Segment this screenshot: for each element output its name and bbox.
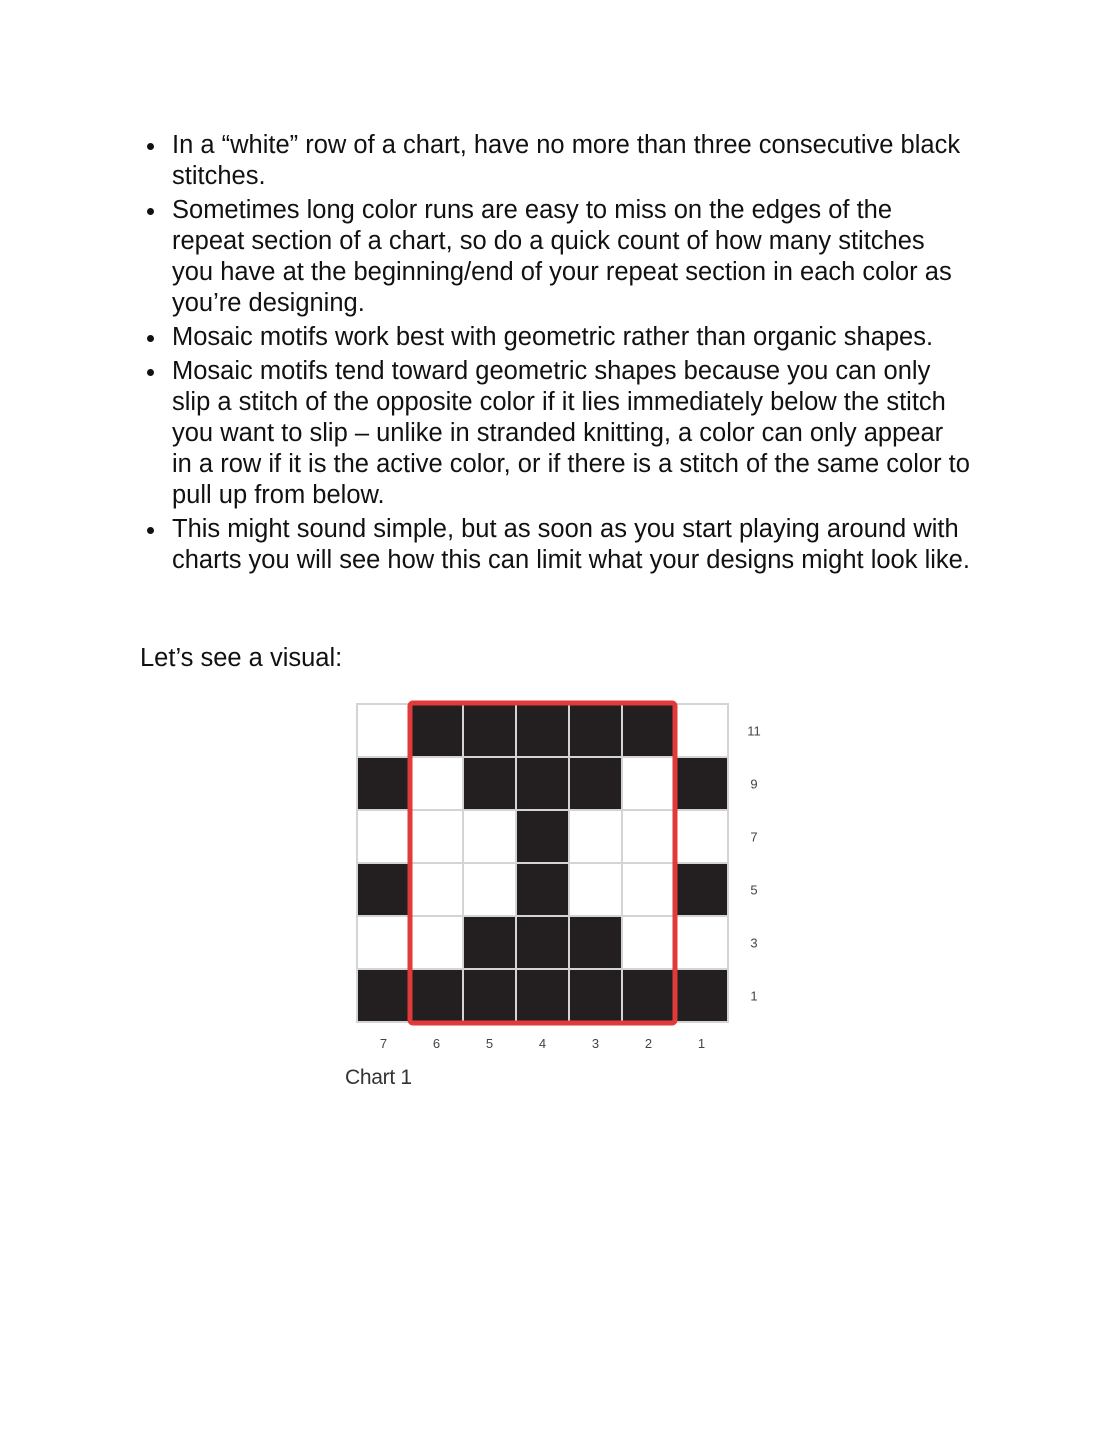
mosaic-chart — [340, 695, 780, 1100]
row-label: 11 — [747, 723, 761, 739]
chart-caption: Chart 1 — [345, 1066, 412, 1089]
row-label: 5 — [750, 882, 758, 898]
tip-item — [140, 130, 970, 192]
row-label: 7 — [750, 829, 758, 845]
chart-cell — [516, 969, 569, 1022]
chart-cell — [357, 704, 410, 757]
mosaic-chart-svg — [340, 695, 780, 1065]
column-label: 2 — [644, 1036, 653, 1051]
chart-cell — [675, 810, 728, 863]
column-label: 1 — [697, 1036, 706, 1051]
row-label: 1 — [750, 988, 758, 1004]
chart-cell — [675, 969, 728, 1022]
chart-cell — [357, 969, 410, 1022]
tips-list — [140, 130, 970, 579]
tip-item — [140, 356, 970, 511]
column-label: 6 — [432, 1036, 441, 1051]
chart-cell — [675, 916, 728, 969]
chart-cell — [410, 810, 463, 863]
tip-text: Sometimes long color runs are easy to miss on the edges of the repeat section of a chart, so do a quick count of how many stitches you have at the beginning/end of your repeat section in each color as you’re designing. — [172, 196, 952, 317]
column-label: 4 — [538, 1036, 547, 1051]
chart-cell — [569, 863, 622, 916]
chart-cell — [463, 704, 516, 757]
chart-cell — [410, 969, 463, 1022]
row-label: 9 — [750, 776, 758, 792]
chart-cell — [463, 863, 516, 916]
chart-cell — [675, 704, 728, 757]
chart-cell — [569, 757, 622, 810]
chart-cell — [622, 969, 675, 1022]
bullet-icon — [147, 369, 154, 376]
bullet-icon — [147, 527, 154, 534]
chart-cell — [516, 810, 569, 863]
chart-cell — [357, 810, 410, 863]
chart-cell — [622, 916, 675, 969]
chart-cell — [410, 757, 463, 810]
chart-cell — [357, 757, 410, 810]
column-label: 3 — [591, 1036, 600, 1051]
chart-cell — [463, 810, 516, 863]
chart-cell — [516, 757, 569, 810]
column-label: 5 — [485, 1036, 494, 1051]
tip-item — [140, 514, 970, 576]
chart-cell — [569, 704, 622, 757]
chart-cell — [622, 863, 675, 916]
tip-text: Mosaic motifs work best with geometric rather than organic shapes. — [172, 323, 934, 351]
chart-cell — [516, 863, 569, 916]
chart-cell — [410, 704, 463, 757]
tip-item — [140, 322, 970, 353]
tip-text: In a “white” row of a chart, have no more than three consecutive black stitches. — [172, 131, 961, 190]
column-label: 7 — [379, 1036, 388, 1051]
chart-cell — [622, 757, 675, 810]
chart-cell — [675, 757, 728, 810]
bullet-icon — [147, 208, 154, 215]
chart-cell — [622, 810, 675, 863]
chart-cell — [357, 916, 410, 969]
chart-cell — [357, 863, 410, 916]
chart-cell — [463, 757, 516, 810]
chart-cell — [463, 916, 516, 969]
row-label: 3 — [750, 935, 758, 951]
chart-cell — [569, 969, 622, 1022]
chart-cell — [675, 863, 728, 916]
tip-text: This might sound simple, but as soon as you start playing around with charts you will see how this can limit what your designs might look like. — [172, 515, 970, 574]
bullet-icon — [147, 335, 154, 342]
tip-item — [140, 195, 970, 319]
tip-text: Mosaic motifs tend toward geometric shapes because you can only slip a stitch of the opposite color if it lies immediately below the stitch you want to slip – unlike in stranded knitting, a color can only appear in a row if it is the active color, or if there is a stitch of the same color to pull up from below. — [172, 357, 970, 509]
chart-cell — [516, 704, 569, 757]
bullet-icon — [147, 143, 154, 150]
intro-text: Let’s see a visual: — [140, 644, 343, 672]
chart-cell — [410, 863, 463, 916]
chart-cell — [463, 969, 516, 1022]
chart-cell — [516, 916, 569, 969]
chart-cell — [569, 916, 622, 969]
chart-cell — [622, 704, 675, 757]
chart-cell — [410, 916, 463, 969]
chart-cell — [569, 810, 622, 863]
